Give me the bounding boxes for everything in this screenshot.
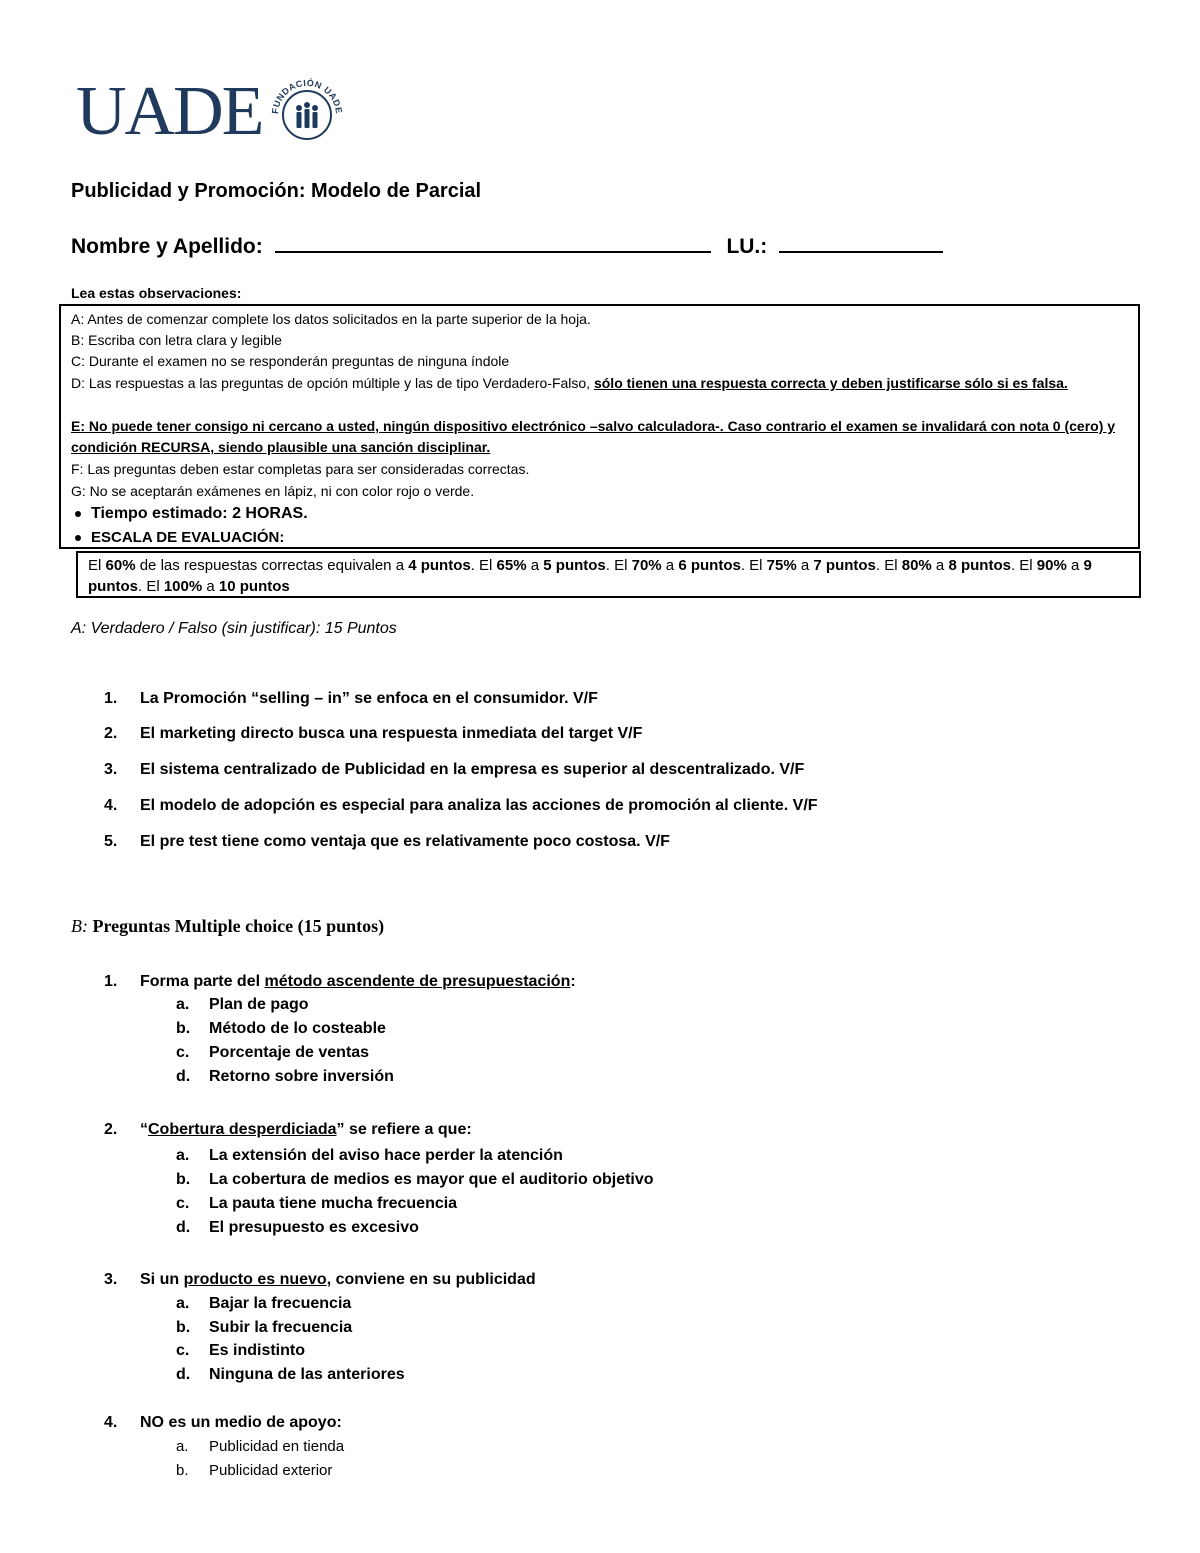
observation-f: F: Las preguntas deben estar completas para ser consideradas correctas. xyxy=(71,461,530,477)
mc-option[interactable]: c. Porcentaje de ventas xyxy=(176,1044,370,1061)
scale-heading xyxy=(71,529,284,546)
student-info-line xyxy=(71,233,943,259)
tf-question: 4. El modelo de adopción es especial para analiza las acciones de promoción al cliente. V/F xyxy=(104,797,818,814)
observation-g: G: No se aceptarán exámenes en lápiz, ni con color rojo o verde. xyxy=(71,483,475,499)
uade-logo xyxy=(76,72,348,152)
mc-option[interactable]: a. Plan de pago xyxy=(176,996,309,1013)
seal-text: FUNDACIÓN UADE xyxy=(270,77,345,115)
observations-heading: Lea estas observaciones: xyxy=(71,285,242,301)
mc-question: 4. NO es un medio de apoyo: xyxy=(104,1414,342,1431)
mc-option[interactable]: a. Publicidad en tienda xyxy=(176,1438,345,1455)
time-estimate xyxy=(71,505,308,523)
mc-option[interactable]: b. Publicidad exterior xyxy=(176,1462,333,1479)
tf-question: 3. El sistema centralizado de Publicidad en la empresa es superior al descentralizado. V/F xyxy=(104,761,805,778)
observation-a: A: Antes de comenzar complete los datos solicitados en la parte superior de la hoja. xyxy=(71,311,591,327)
mc-option[interactable]: b. Subir la frecuencia xyxy=(176,1319,353,1336)
mc-option[interactable]: b. Método de lo costeable xyxy=(176,1020,386,1037)
mc-option[interactable]: b. La cobertura de medios es mayor que el auditorio objetivo xyxy=(176,1171,654,1188)
mc-option[interactable]: d. El presupuesto es excesivo xyxy=(176,1219,419,1236)
mc-option[interactable]: d. Ninguna de las anteriores xyxy=(176,1366,405,1383)
observation-d-emphasis: sólo tienen una respuesta correcta y deben justificarse sólo si es falsa. xyxy=(593,375,1068,391)
tf-question: 1. La Promoción “selling – in” se enfoca en el consumidor. V/F xyxy=(104,690,598,707)
mc-question: 3. Si un producto es nuevo, conviene en su publicidad xyxy=(104,1271,536,1288)
bullet-icon xyxy=(75,511,81,517)
mc-question: 1. Forma parte del método ascendente de presupuestación: xyxy=(104,973,576,990)
lu-field[interactable] xyxy=(779,233,943,253)
grading-scale-box: El 60% de las respuestas correctas equivalen a 4 puntos. El 65% a 5 puntos. El 70% a 6 puntos. El 75% a 7 puntos. El 80% a 8 puntos. El 90% a 9 puntos. El 100% a 10 puntos xyxy=(76,551,1141,598)
section-a-heading: A: Verdadero / Falso (sin justificar): 15 Puntos xyxy=(71,620,397,637)
lu-label: LU.: xyxy=(726,235,768,258)
time-estimate-text: Tiempo estimado: 2 HORAS. xyxy=(91,505,308,522)
name-label: Nombre y Apellido: xyxy=(71,235,263,258)
observation-c: C: Durante el examen no se responderán preguntas de ninguna índole xyxy=(71,353,510,369)
scale-heading-text: ESCALA DE EVALUACIÓN: xyxy=(91,529,285,546)
bullet-icon xyxy=(75,535,81,541)
mc-option[interactable]: d. Retorno sobre inversión xyxy=(176,1068,394,1085)
mc-option[interactable]: a. Bajar la frecuencia xyxy=(176,1295,352,1312)
svg-text:FUNDACIÓN UADE xyxy=(270,77,344,115)
fundacion-seal-icon xyxy=(266,71,348,153)
exam-title: Publicidad y Promoción: Modelo de Parcial xyxy=(71,180,482,202)
mc-option[interactable]: c. Es indistinto xyxy=(176,1342,305,1359)
observation-e: E: No puede tener consigo ni cercano a usted, ningún dispositivo electrónico –salvo calculadora-. Caso contrario el examen se invalidará con nota 0 (cero) y condición RECURSA, siendo plausible una sanción disciplinar. xyxy=(71,418,1116,455)
logo-wordmark: UADE xyxy=(76,73,263,150)
observation-d xyxy=(71,373,1121,394)
mc-option[interactable]: c. La pauta tiene mucha frecuencia xyxy=(176,1195,458,1212)
observation-d-text: D: Las respuestas a las preguntas de opción múltiple y las de tipo Verdadero-Falso, xyxy=(71,375,594,391)
section-b-heading: B: Preguntas Multiple choice (15 puntos) xyxy=(71,916,385,936)
tf-question: 2. El marketing directo busca una respuesta inmediata del target V/F xyxy=(104,725,643,742)
name-field[interactable] xyxy=(275,233,711,253)
tf-question: 5. El pre test tiene como ventaja que es relativamente poco costosa. V/F xyxy=(104,833,670,850)
mc-question: 2. “Cobertura desperdiciada” se refiere a que: xyxy=(104,1121,472,1138)
mc-option[interactable]: a. La extensión del aviso hace perder la atención xyxy=(176,1147,563,1164)
observation-b: B: Escriba con letra clara y legible xyxy=(71,332,282,348)
